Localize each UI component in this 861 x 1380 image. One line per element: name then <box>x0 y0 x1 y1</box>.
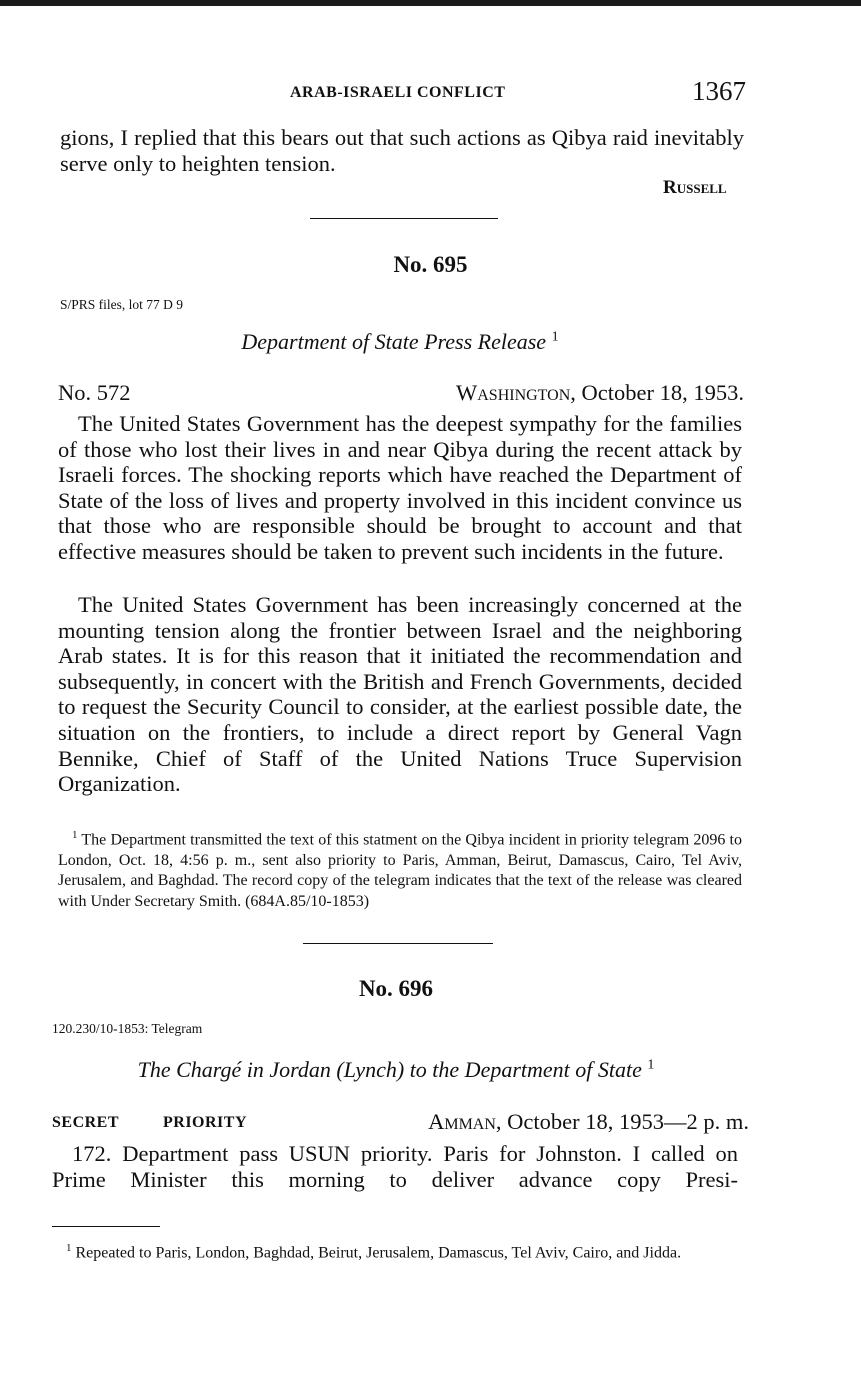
dateline-696 <box>428 1109 749 1135</box>
carryover-paragraph: gions, I replied that this bears out that such actions as Qibya raid inevitably serve only to heighten tension. <box>60 125 744 176</box>
footnote-696 <box>52 1238 740 1264</box>
document-number-695: No. 695 <box>393 252 468 277</box>
footnote-marker: 1 <box>647 1057 655 1073</box>
dateline-date: , October 18, 1953—2 p. m. <box>495 1109 749 1134</box>
running-title: ARAB-ISRAELI CONFLICT <box>290 84 506 101</box>
page-number: 1367 <box>692 76 746 106</box>
footnote-marker: 1 <box>66 1242 72 1254</box>
section-divider <box>310 218 498 219</box>
dateline-695 <box>456 380 744 406</box>
file-reference-696: 120.230/10-1853: Telegram <box>52 1021 203 1036</box>
footnote-marker: 1 <box>551 329 559 345</box>
precedence: PRIORITY <box>163 1114 248 1131</box>
document-title-text: The Chargé in Jordan (Lynch) to the Department of State <box>137 1057 642 1082</box>
footnote-marker: 1 <box>72 829 78 841</box>
file-reference-695: S/PRS files, lot 77 D 9 <box>60 297 184 312</box>
release-number: No. 572 <box>58 380 131 405</box>
section-divider <box>303 943 493 944</box>
paragraph-695-2: The United States Government has been increasingly concerned at the mounting tension along the frontier between Israel and the neighboring Arab states. It is for this reason that it initiated the recommendation and subsequently, in concert with the British and French Governments, decided to request the Security Council to consider, at the earliest possible date, the situation on the frontiers, to include a direct report by General Vagn Bennike, Chief of Staff of the United Nations Truce Supervision Organization. <box>58 592 742 797</box>
signature: Russell <box>663 177 727 198</box>
paragraph-696-1: 172. Department pass USUN priority. Paris for Johnston. I called on Prime Minister this morning to deliver advance copy Presi- <box>52 1141 738 1192</box>
dateline-date: , October 18, 1953. <box>570 380 744 405</box>
document-title-text: Department of State Press Release <box>241 329 547 354</box>
footnote-695 <box>58 825 742 912</box>
dateline-place: Amman <box>428 1109 496 1134</box>
dateline-place: Washington <box>456 380 571 405</box>
paragraph-695-1: The United States Government has the deepest sympathy for the families of those who lost their lives in and near Qibya during the recent attack by Israeli forces. The shocking reports which have reached the Department of State of the loss of lives and property involved in this incident convince us that those who are responsible should be brought to account and that effective measures should be taken to prevent such incidents in the future. <box>58 411 742 564</box>
footnote-text: The Department transmitted the text of this statment on the Qibya incident in priority telegram 2096 to London, Oct. 18, 4:56 p. m., sent also priority to Paris, Amman, Beirut, Damascus, Cairo, Tel Aviv, Jerusalem, and Baghdad. The record copy of the telegram indicates that the text of the release was cleared with Under Secretary Smith. (684A.85/10-1853) <box>58 831 742 910</box>
scan-edge <box>0 0 861 6</box>
footnote-rule <box>52 1226 160 1227</box>
document-number-696: No. 696 <box>358 976 434 1001</box>
classification: SECRET <box>52 1114 120 1131</box>
footnote-text: Repeated to Paris, London, Baghdad, Beirut, Jerusalem, Damascus, Tel Aviv, Cairo, and Jidda. <box>75 1244 682 1262</box>
document-title-695 <box>0 329 800 355</box>
document-title-696 <box>0 1057 792 1083</box>
